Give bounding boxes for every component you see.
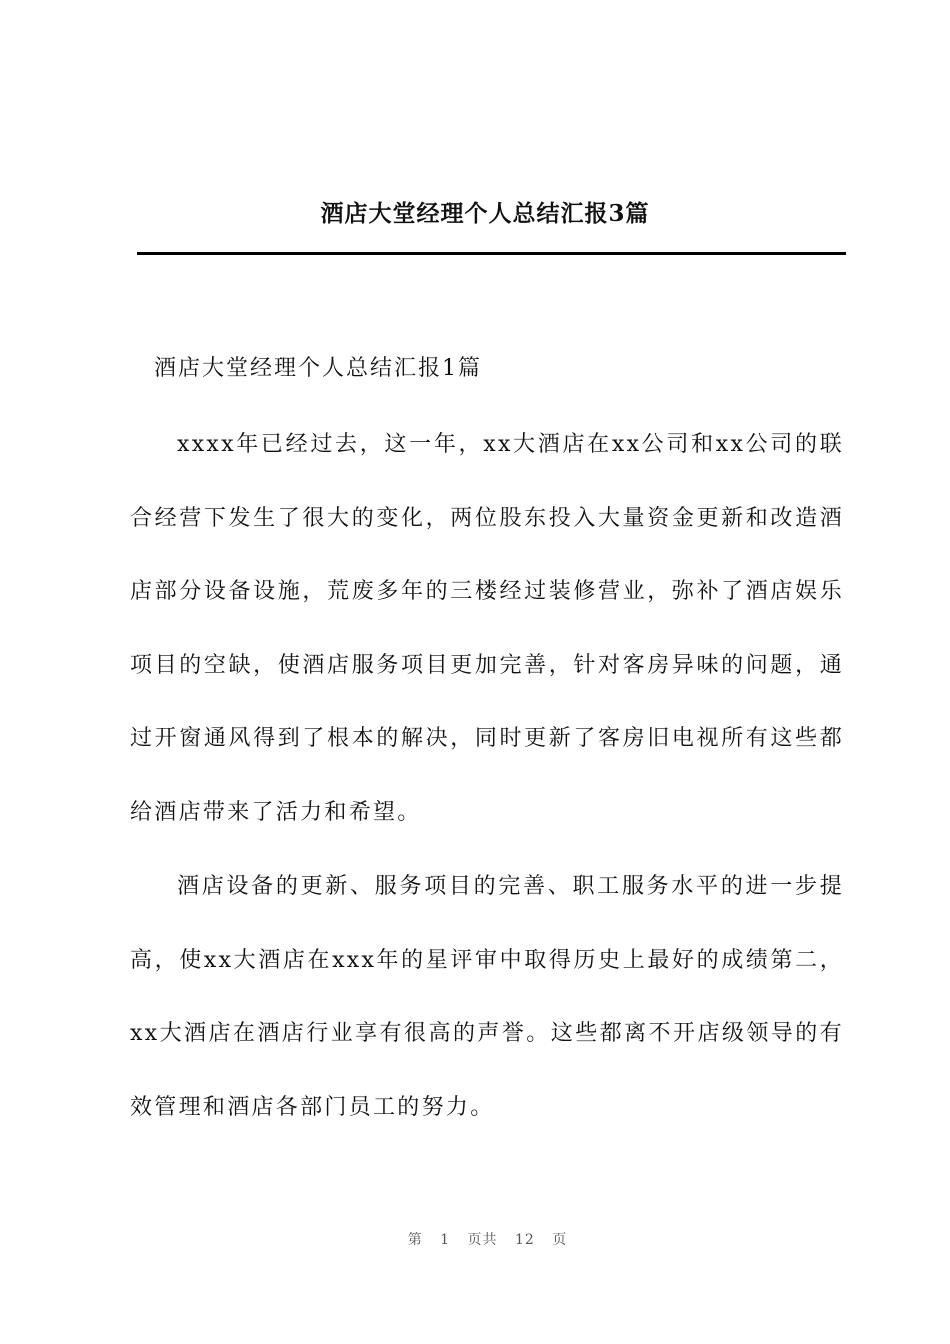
title-divider [137, 252, 846, 255]
section-heading: 酒店大堂经理个人总结汇报1篇 [154, 356, 482, 381]
body-paragraph: xxxx年已经过去，这一年，xx大酒店在xx公司和xx公司的联合经营下发生了很大的变化，两位股东投入大量资金更新和改造酒店部分设备设施，荒废多年的三楼经过装修营业，弥补了酒店娱乐项目的空缺，使酒店服务项目更加完善，针对客房异味的问题，通过开窗通风得到了根本的解决，同时更新了客房旧电视所有这些都给酒店带来了活力和希望。 [130, 432, 844, 825]
footer-middle: 页共 [467, 1232, 498, 1248]
document-title: 酒店大堂经理个人总结汇报3篇 [320, 200, 650, 227]
page-footer [0, 1229, 950, 1249]
footer-prefix: 第 [407, 1232, 423, 1248]
footer-suffix: 页 [552, 1232, 568, 1248]
body-paragraph: 酒店设备的更新、服务项目的完善、职工服务水平的进一步提高，使xx大酒店在xxx年的星评审中取得历史上最好的成绩第二，xx大酒店在酒店行业享有很高的声誉。这些都离不开店级领导的有效管理和酒店各部门员工的努力。 [130, 874, 844, 1120]
footer-total-pages: 12 [515, 1232, 535, 1248]
footer-page-number: 1 [440, 1232, 451, 1248]
